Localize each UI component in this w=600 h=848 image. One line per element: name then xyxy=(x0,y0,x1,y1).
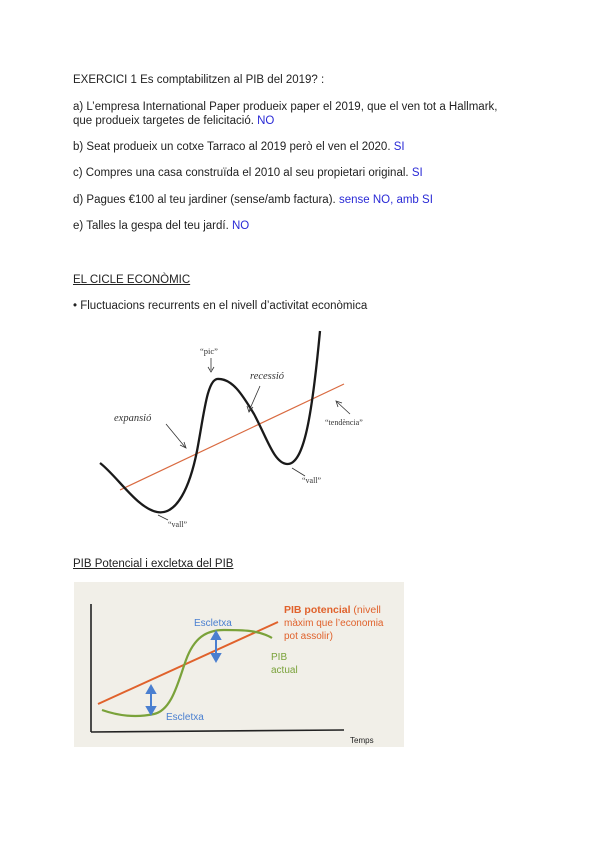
question-a-line2 xyxy=(73,114,274,129)
label-pib-potencial-line3: pot assolir) xyxy=(284,631,333,642)
answer-d: sense NO, amb SI xyxy=(338,194,433,206)
answer-b: SI xyxy=(393,141,405,153)
cycle-heading: EL CICLE ECONÒMIC xyxy=(73,274,191,286)
label-pib-actual-line2: actual xyxy=(271,665,298,676)
question-c-text: c) Compres una casa construïda el 2010 al seu propietari original. xyxy=(73,167,409,179)
label-recessio: recessió xyxy=(250,371,285,382)
label-pic: “pic” xyxy=(200,346,218,356)
label-pib-potencial-line2: màxim que l’economia xyxy=(284,618,384,629)
question-c xyxy=(73,166,423,181)
question-d xyxy=(73,193,433,208)
potential-gdp-diagram xyxy=(74,582,404,747)
question-a-line1: a) L’empresa International Paper produeix paper el 2019, que el ven tot a Hallmark, xyxy=(73,101,498,113)
label-escletxa-top: Escletxa xyxy=(194,618,232,629)
cycle-bullet: • Fluctuacions recurrents en el nivell d’activitat econòmica xyxy=(73,300,368,312)
trend-line xyxy=(120,384,344,490)
question-a-text: que produeix targetes de felicitació. xyxy=(73,115,254,127)
label-vall-right: “vall” xyxy=(302,476,322,485)
label-vall-bottom: “vall” xyxy=(168,520,188,529)
question-d-text: d) Pagues €100 al teu jardiner (sense/amb factura). xyxy=(73,194,336,206)
question-e-text: e) Talles la gespa del teu jardí. xyxy=(73,220,229,232)
question-e xyxy=(73,219,249,234)
label-tendencia: “tendència” xyxy=(325,418,363,427)
label-expansio: expansió xyxy=(114,413,152,424)
question-b-text: b) Seat produeix un cotxe Tarraco al 2019 però el ven el 2020. xyxy=(73,141,391,153)
label-temps: Temps xyxy=(350,736,374,745)
potential-heading: PIB Potencial i excletxa del PIB xyxy=(73,558,234,570)
business-cycle-diagram xyxy=(92,326,382,536)
answer-e: NO xyxy=(231,220,250,232)
label-pib-actual: PIB xyxy=(271,652,288,663)
question-b xyxy=(73,140,405,155)
label-pib-potencial: PIB potencial (nivell xyxy=(284,604,381,616)
exercise-title: EXERCICI 1 Es comptabilitzen al PIB del 2019? : xyxy=(73,74,325,86)
answer-c: SI xyxy=(411,167,423,179)
answer-a: NO xyxy=(257,115,275,127)
label-escletxa-bottom: Escletxa xyxy=(166,712,204,723)
